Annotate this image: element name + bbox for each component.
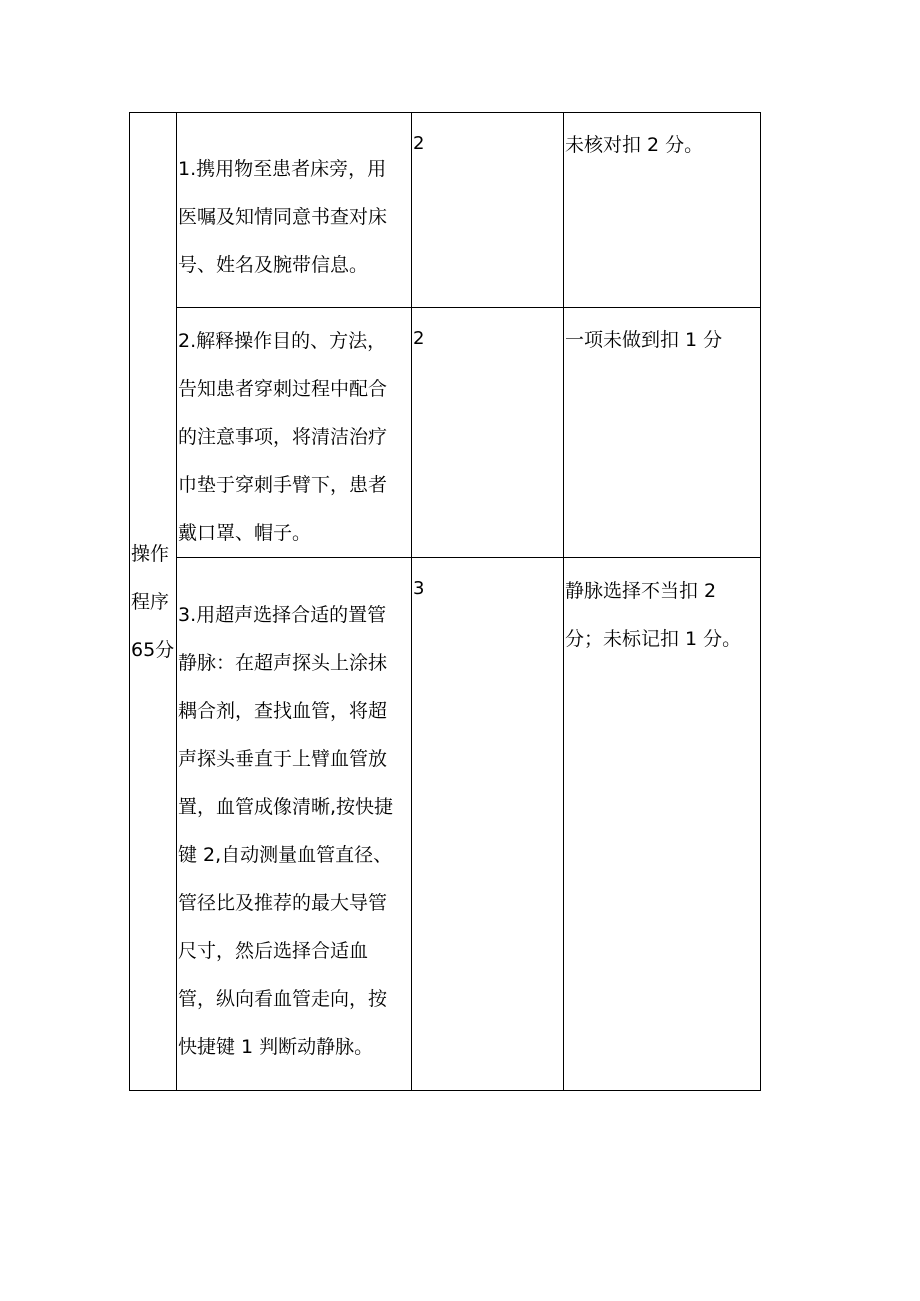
score-value: 2 <box>413 328 425 349</box>
deduction-cell <box>564 558 761 1091</box>
deduction-text: 静脉选择不当扣 2 分；未标记扣 1 分。 <box>565 580 742 650</box>
score-value: 3 <box>413 578 425 599</box>
score-cell <box>412 308 564 558</box>
step-text: 3.用超声选择合适的置管静脉：在超声探头上涂抹耦合剂，查找血管，将超声探头垂直于上臂血管放置，血管成像清晰,按快捷键 2,自动测量血管直径、管径比及推荐的最大导管尺寸，然后选择合适血管，纵向看血管走向，按快捷键 1 判断动静脉。 <box>178 604 394 1058</box>
step-text: 2.解释操作目的、方法，告知患者穿刺过程中配合的注意事项，将清洁治疗巾垫于穿刺手臂下，患者戴口罩、帽子。 <box>178 330 388 544</box>
score-value: 2 <box>413 133 425 154</box>
table-row <box>130 113 761 308</box>
section-cell <box>130 113 177 1091</box>
section-label: 操作程序65分 <box>131 542 175 661</box>
score-cell <box>412 558 564 1091</box>
deduction-text: 一项未做到扣 1 分 <box>565 329 723 351</box>
deduction-cell <box>564 113 761 308</box>
table-row <box>130 308 761 558</box>
score-cell <box>412 113 564 308</box>
step-cell <box>177 308 412 558</box>
table-row <box>130 558 761 1091</box>
deduction-text: 未核对扣 2 分。 <box>565 134 704 156</box>
step-cell <box>177 113 412 308</box>
step-text: 1.携用物至患者床旁，用医嘱及知情同意书查对床号、姓名及腕带信息。 <box>178 158 388 276</box>
deduction-cell <box>564 308 761 558</box>
step-cell <box>177 558 412 1091</box>
scoring-table <box>129 112 761 1091</box>
